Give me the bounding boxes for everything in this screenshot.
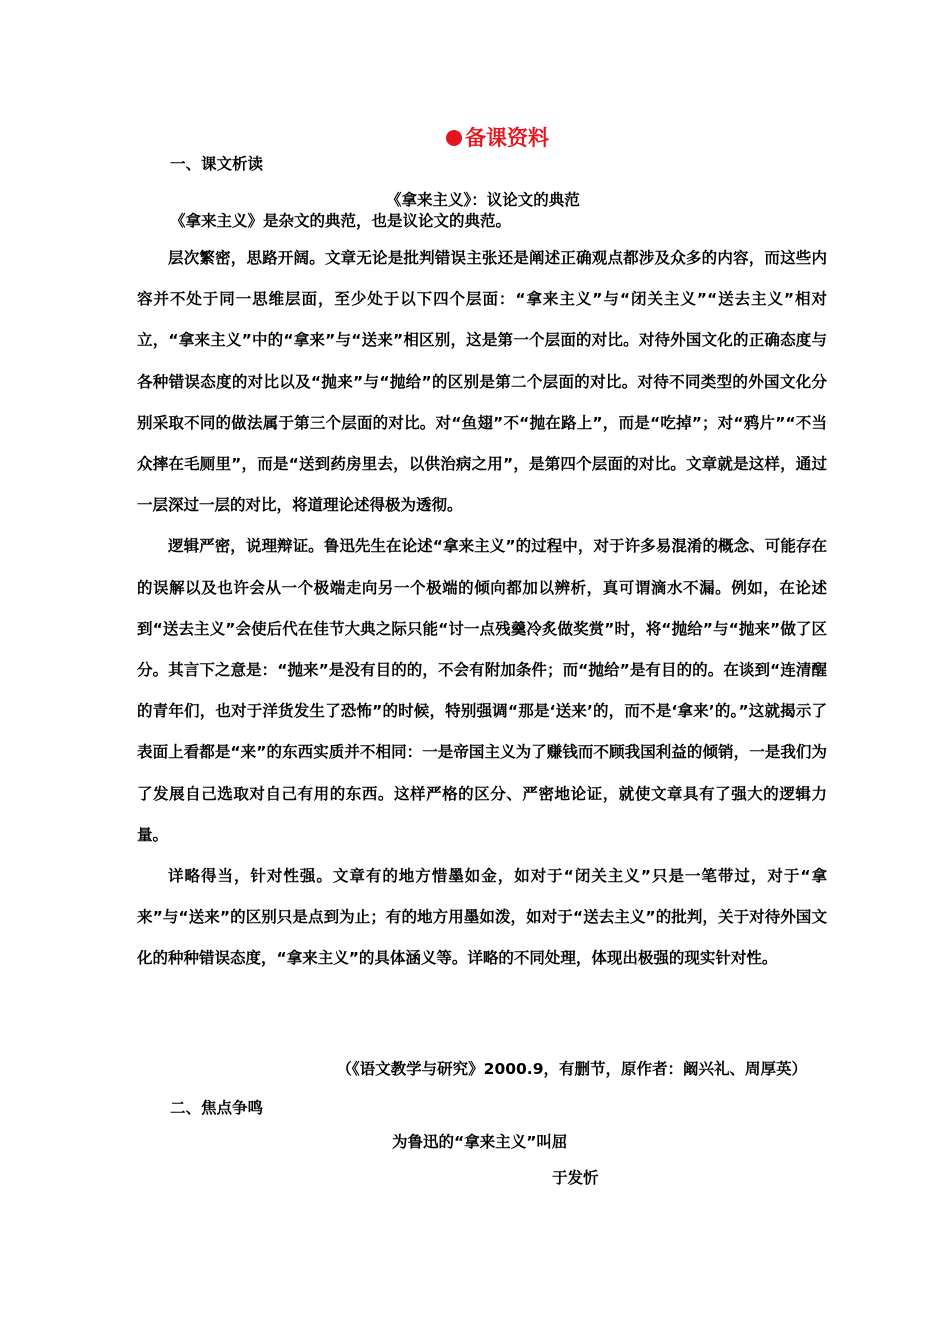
page-title-text: 备课资料 bbox=[465, 126, 549, 150]
article-body bbox=[137, 238, 827, 980]
section-heading-1: 一、课文析读 bbox=[170, 155, 264, 173]
page-title bbox=[0, 122, 950, 152]
paragraph-2: 逻辑严密，说理辩证。鲁迅先生在论述“拿来主义”的过程中，对于许多易混淆的概念、可能存在的误解以及也许会从一个极端走向另一个极端的倾向都加以辨析，真可谓滴水不漏。例如，在论述到“送去主义”会使后代在佳节大典之际只能“讨一点残羹冷炙做奖赏”时，将“抛给”与“抛来”做了区分。其言下之意是：“抛来”是没有目的的，不会有附加条件；而“抛给”是有目的的。在谈到“连清醒的青年们，也对于洋货发生了恐怖”的时候，特别强调“那是‘送来’的，而不是‘拿来’的。”这就揭示了表面上看都是“来”的东西实质并不相同：一是帝国主义为了赚钱而不顾我国利益的倾销，一是我们为了发展自己选取对自己有用的东西。这样严格的区分、严密地论证，就使文章具有了强大的逻辑力量。 bbox=[137, 537, 827, 844]
section-heading-2: 二、焦点争鸣 bbox=[170, 1099, 264, 1117]
bullet-dot-icon bbox=[446, 130, 462, 146]
article-title-2: 为鲁迅的“拿来主义”叫屈 bbox=[392, 1133, 568, 1151]
article-intro: 《拿来主义》是杂文的典范，也是议论文的典范。 bbox=[170, 212, 512, 230]
source-citation: （《语文教学与研究》2000.9，有删节，原作者：阚兴礼、周厚英） bbox=[336, 1060, 807, 1078]
article-title-1: 《拿来主义》：议论文的典范 bbox=[386, 191, 580, 209]
paragraph-1: 层次繁密，思路开阔。文章无论是批判错误主张还是阐述正确观点都涉及众多的内容，而这些内容并不处于同一思维层面，至少处于以下四个层面：“拿来主义”与“闭关主义”“送去主义”相对立，“拿来主义”中的“拿来”与“送来”相区别，这是第一个层面的对比。对待外国文化的正确态度与各种错误态度的对比以及“抛来”与“抛给”的区别是第二个层面的对比。对待不同类型的外国文化分别采取不同的做法属于第三个层面的对比。对“鱼翅”不“抛在路上”，而是“吃掉”；对“鸦片”“不当众摔在毛厕里”，而是“送到药房里去，以供治病之用”，是第四个层面的对比。文章就是这样，通过一层深过一层的对比，将道理论述得极为透彻。 bbox=[137, 249, 827, 515]
article-author: 于发忻 bbox=[552, 1169, 599, 1187]
paragraph-3: 详略得当，针对性强。文章有的地方惜墨如金，如对于“闭关主义”只是一笔带过，对于“拿来”与“送来”的区别只是点到为止；有的地方用墨如泼，如对于“送去主义”的批判，关于对待外国文化的种种错误态度，“拿来主义”的具体涵义等。详略的不同处理，体现出极强的现实针对性。 bbox=[137, 867, 827, 968]
